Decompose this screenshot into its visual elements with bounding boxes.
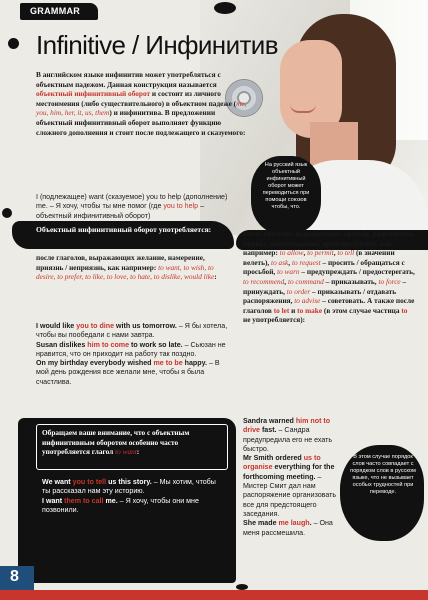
intro-paragraph: В английском языке инфинитив может употребляться с объектным падежом. Данная конструкция называется объектный инфинитивный оборот и состоит из личного местоимения (либо существительного) в объектном падеже (me, you, him, her, it, us, them) и инфинитива. В предложении объектный инфинитивный оборот выполняет функцию сложного дополнения и стоит после подлежащего и сказуемого: <box>36 70 247 137</box>
bottom-stripe <box>0 590 428 600</box>
box-example-1: We want you to tell us this story. – Мы хотим, чтобы ты рассказал нам эту историю. <box>42 478 216 496</box>
note-text: Обращаем ваше внимание, что с объектным инфинитивным оборотом особенно часто употребляется глагол to want: <box>42 428 190 456</box>
examples-right <box>243 417 345 538</box>
ink-splash <box>2 208 12 218</box>
example-3: On my birthday everybody wished me to be happy. – В мой день рождения все желали мне, чтобы я была счастлива. <box>36 359 220 386</box>
right-example-1: Sandra warned him not to drive fast. – Сандра предупредила его не ехать быстро. <box>243 417 333 453</box>
page-number: 8 <box>10 568 19 585</box>
right-example-3: She made me laugh. – Она меня рассмешила. <box>243 519 333 537</box>
formula-example: I (подлежащее) want (сказуемое) you to help (дополнение) me. – Я хочу, чтобы ты мне помог (где you to help – объектный инфинитивный оборот) <box>36 193 228 220</box>
page-title: Infinitive / Инфинитив <box>36 30 278 60</box>
bubble-text: На русский язык объектный инфинитивный оборот может переводиться при помощи союзов чтобы, что. <box>262 162 310 210</box>
box-example-2: I want them to call me. – Я хочу, чтобы они мне позвонили. <box>42 496 199 514</box>
right-example-2: Mr Smith ordered us to organise everything for the forthcoming meeting. – Мистер Смит дал нам распоряжение организовать все для предстоящего заседания. <box>243 454 337 518</box>
ink-splash <box>236 584 248 590</box>
translation-bubble <box>251 156 321 234</box>
used-after-heading: Объектный инфинитивный оборот употребляется: <box>36 225 212 234</box>
ink-splash <box>214 2 236 14</box>
example-2: Susan dislikes him to come to work so late. – Сьюзан не нравится, что он приходит на работу так поздно. <box>36 340 226 358</box>
examples-left <box>36 322 232 387</box>
header-section: GRAMMAR <box>30 6 81 16</box>
example-1: I would like you to dine with us tomorrow. – Я бы хотела, чтобы вы пообедали с нами завтра. <box>36 322 228 340</box>
examples-box <box>42 478 222 515</box>
used-after-item1: после глаголов, выражающих желание, намерение, приязнь / неприязнь, как например: to want, to wish, to desire, to prefer, to like, to love, to hate, to dislike, would like: <box>36 253 217 282</box>
ink-splash <box>8 38 19 49</box>
right-column-text: после глаголов, выражающих просьбу, разрешения, приказ, рекомендацию, предупреждение, как например: to allow, to permit, to tell (в значении велеть), to ask, to request – просить / обращаться с просьбой, to warn – предупреждать / предостерегать, to recommend, to command – приказывать, to force – принуждать, to order – приказывать / отдавать распоряжения, to advise – советовать. А также после глаголов to let и to make (в этом случае частица to не употребляется): <box>243 229 415 325</box>
side-note: В этом случае порядок слов часто совпадает с порядком слов в русском языке, что не вызывает особых трудностей при переводе. <box>350 454 416 495</box>
